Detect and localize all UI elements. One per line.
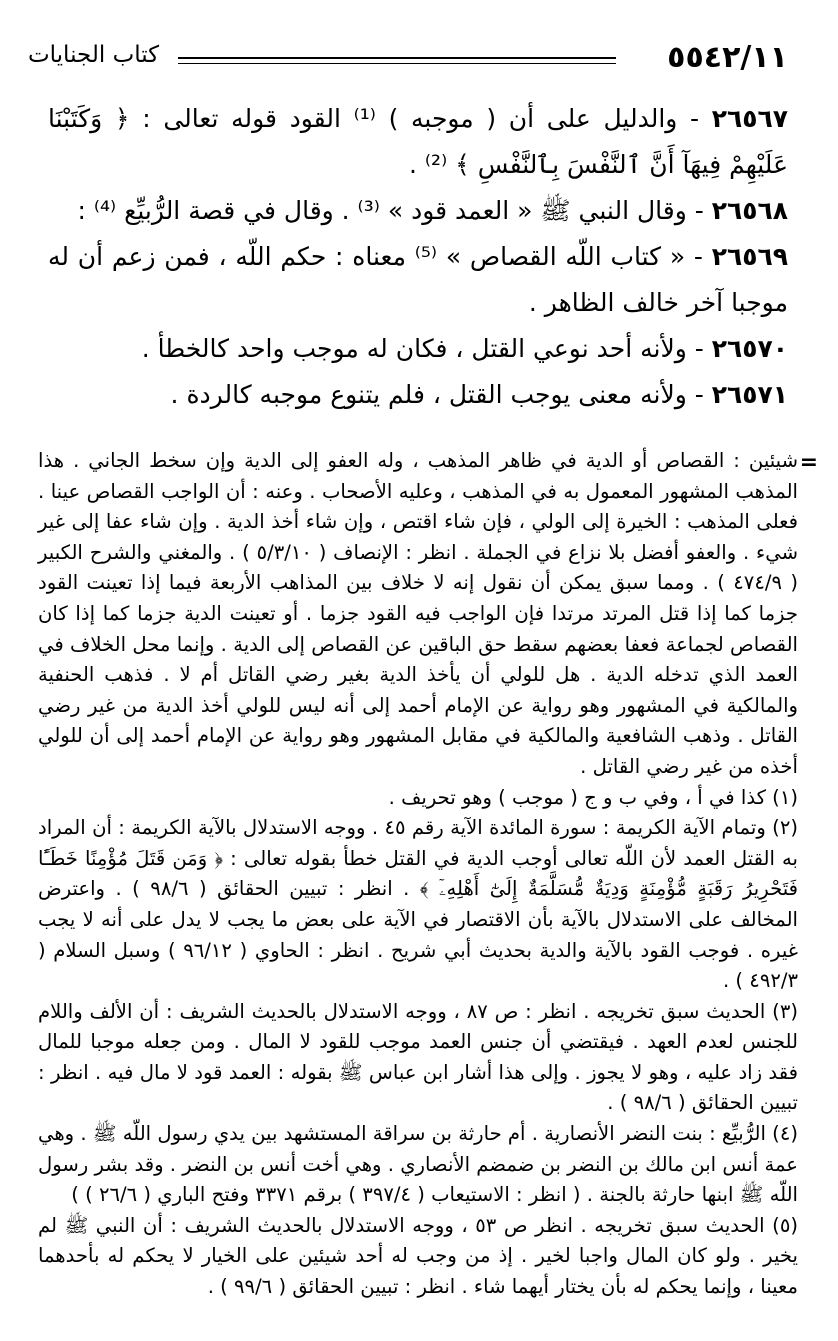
footnote-continuation: شيئين : القصاص أو الدية في ظاهر المذهب ، وله العفو إلى الدية وإن سخط الجاني . هذا المذهب المشهور المعمول به في المذهب ، وعليه الأصحاب . وعنه : أن الواجب القصاص عينا . فعلى المذهب : الخيرة إلى الولي ، فإن شاء اقتص ، وإن شاء أخذ الدية . وإن شاء عفا إلى غير شيء . والعفو أفضل بلا نزاع في الجملة . انظر : الإنصاف ( ٥/٣/١٠ ) . والمغني والشرح الكبير ( ٤٧٤/٩ ) . ومما سبق يمكن أن نقول إنه لا خلاف بين المذاهب الأربعة فيما إذا تعينت القود جزما كما إذا قتل المرتد مرتدا فإن الواجب فيه القود جزما . أو تعينت الدية جزما كما إذا كان القصاص لجماعة فعفا بعضهم سقط حق الباقين عن القصاص إلى الدية . وإنما محل الخلاف في العمد الذي تدخله الدية . هل للولي أن يأخذ الدية بغير رضي القاتل أم لا . فذهب الحنفية والمالكية في المشهور وهو رواية عن الإمام أحمد إلى أنه ليس للولي أخذ الدية من غير رضي القاتل . وذهب الشافعية والمالكية في مقابل المشهور وهو رواية عن الإمام أحمد إلى أن للولي أخذه من غير رضي القاتل . <box>38 449 798 778</box>
paragraph <box>48 96 788 188</box>
main-text <box>48 96 788 418</box>
paragraph-text: - ولأنه معنى يوجب القتل ، فلم يتنوع موجبه كالردة . <box>170 380 712 409</box>
paragraph <box>48 234 788 326</box>
paragraph <box>48 372 788 418</box>
paragraph <box>48 326 788 372</box>
footnotes <box>38 446 798 1303</box>
paragraph <box>48 188 788 234</box>
header-rule <box>178 57 616 64</box>
paragraph-number: ٢٦٥٧٠ <box>711 334 788 363</box>
paragraph-number: ٢٦٥٦٨ <box>711 196 788 225</box>
footnote-4: (٤) الرُّبيِّع : بنت النضر الأنصارية . أم حارثة بن سراقة المستشهد بين يدي رسول اللّه ﷺ . وهي عمة أنس ابن مالك بن النضر بن ضمضم الأنصاري . وهي أخت أنس بن النضر . وقد بشر رسول اللّه ﷺ ابنها حارثة بالجنة . ( انظر : الاستيعاب ( ٣٩٧/٤ ) برقم ٣٣٧١ وفتح الباري ( ٢٦/٦ ) ) <box>38 1122 798 1207</box>
paragraph-number: ٢٦٥٦٩ <box>711 242 788 271</box>
paragraph-text: - « كتاب اللّه القصاص » ⁽⁵⁾ معناه : حكم اللّه ، فمن زعم أن له موجبا آخر خالف الظاهر . <box>48 242 788 317</box>
footnote-5: (٥) الحديث سبق تخريجه . انظر ص ٥٣ ، ووجه الاستدلال بالحديث الشريف : أن النبي ﷺ لم يخير . ولو كان المال واجبا لخير . إذ من وجب له أحد شيئين على الخيار لا يحكم له بأحدهما معينا ، وإنما يحكم له بأن يختار أيهما شاء . انظر : تبيين الحقائق ( ٩٩/٦ ) . <box>38 1213 799 1299</box>
paragraph-text: - ولأنه أحد نوعي القتل ، فكان له موجب واحد كالخطأ . <box>141 334 712 363</box>
paragraph-text: - والدليل على أن ( موجبه ) ⁽¹⁾ القود قوله تعالى : ﴿ وَكَتَبْنَا عَلَيْهِمْ فِيهَآ أَنَّ ٱلنَّفْسَ بِٱلنَّفْسِ ﴾ ⁽²⁾ . <box>48 104 788 179</box>
page-header <box>28 40 788 76</box>
footnote-1: (١) كذا في أ ، وفي ب و ج ( موجب ) وهو تحريف . <box>388 785 798 809</box>
paragraph-number: ٢٦٥٦٧ <box>711 104 788 133</box>
footnote-3: (٣) الحديث سبق تخريجه . انظر : ص ٨٧ ، ووجه الاستدلال بالحديث الشريف : أن الألف واللام للجنس لعدم العهد . فيقتضي أن جنس العمد موجب للقود لا المال . ومن جعله موجبا للمال فقد زاد عليه ، وهو لا يجوز . وإلى هذا أشار ابن عباس ﷺ بقوله : العمد قود لا مال فيه . انظر : تبيين الحقائق ( ٩٨/٦ ) . <box>38 999 798 1115</box>
paragraph-number: ٢٦٥٧١ <box>711 380 788 409</box>
paragraph-text: - وقال النبي ﷺ « العمد قود » ⁽³⁾ . وقال في قصة الرُّبيِّع ⁽⁴⁾ : <box>77 196 712 225</box>
page-number: ٥٥٤٢/١١ <box>667 40 788 75</box>
footnote-continuation-mark: = <box>799 450 818 475</box>
book-title: كتاب الجنايات <box>28 42 160 68</box>
footnote-2: (٢) وتمام الآية الكريمة : سورة المائدة الآية رقم ٤٥ . ووجه الاستدلال بالآية الكريمة : أن المراد به القتل العمد لأن اللّه تعالى أوجب الدية في القتل خطأ بقوله تعالى : ﴿ وَمَن قَتَلَ مُؤْمِنًا خَطَـًٔا فَتَحْرِيرُ رَقَبَةٍ مُّؤْمِنَةٍ وَدِيَةٌ مُّسَلَّمَةٌ إِلَىٰٓ أَهْلِهِۦٓ ﴾ . انظر : تبيين الحقائق ( ٩٨/٦ ) . واعترض المخالف على الاستدلال بالآية بأن الاقتصار في الآية على بعض ما يجب لا يدل على أنه لا يجب غيره . فوجب القود بالآية والدية بحديث أبي شريح . انظر : الحاوي ( ٩٦/١٢ ) وسبل السلام ( ٤٩٢/٣ ) . <box>38 816 798 993</box>
